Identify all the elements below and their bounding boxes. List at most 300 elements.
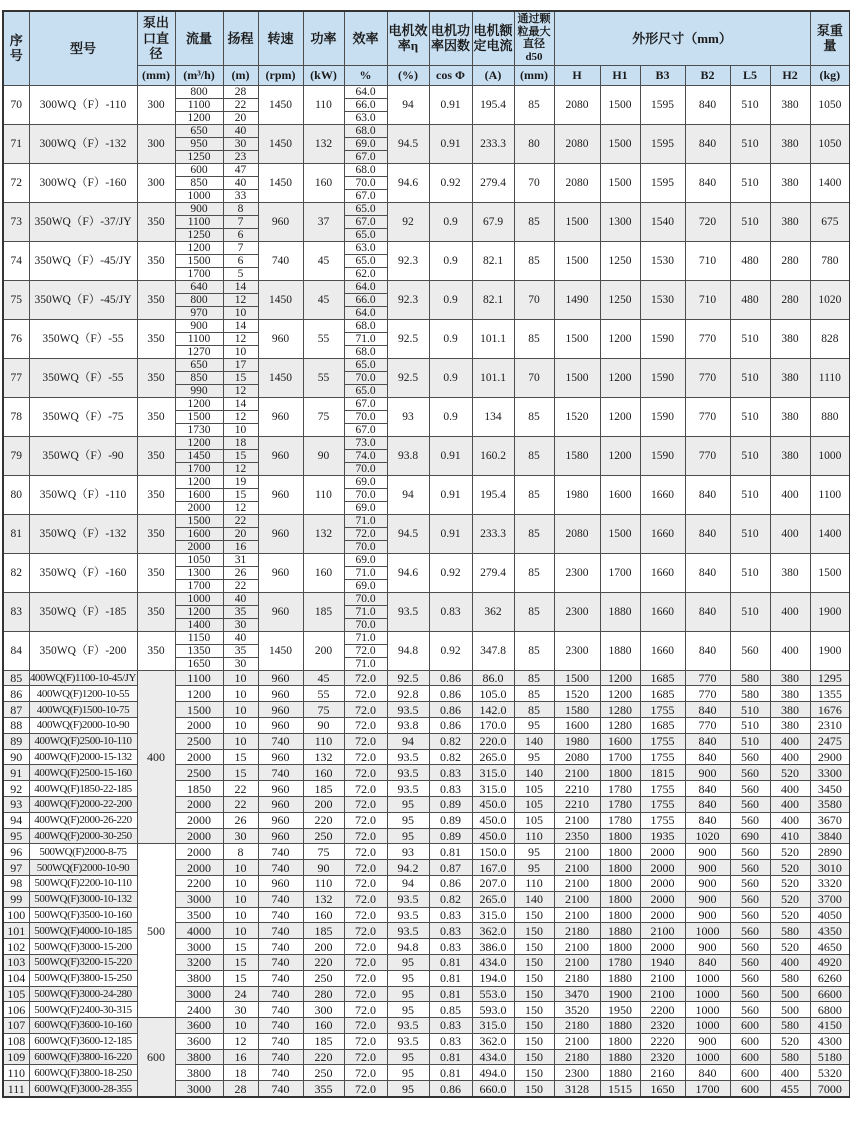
cell-flow: 2000 <box>175 812 223 828</box>
cell-dim-l5: 580 <box>730 670 770 686</box>
cell-flow: 1200 <box>175 605 223 618</box>
table-row <box>3 1002 850 1018</box>
cell-dim-l5: 510 <box>730 319 770 358</box>
cell-power: 75 <box>303 844 344 860</box>
cell-flow: 3800 <box>175 970 223 986</box>
cell-dim-h: 3128 <box>554 1081 600 1097</box>
cell-serial: 96 <box>3 844 29 860</box>
table-row <box>3 124 850 137</box>
cell-dim-h2: 380 <box>770 163 810 202</box>
cell-flow: 1730 <box>175 423 223 436</box>
cell-efficiency: 72.0 <box>344 860 387 876</box>
cell-flow: 3500 <box>175 907 223 923</box>
cell-power-factor: 0.9 <box>429 280 472 319</box>
cell-head: 10 <box>223 923 258 939</box>
cell-dim-h1: 1880 <box>600 970 640 986</box>
cell-dim-b2: 710 <box>685 280 730 319</box>
cell-dim-b2: 1700 <box>685 1081 730 1097</box>
cell-weight: 4920 <box>810 954 850 970</box>
cell-model: 400WQ(F)2000-30-250 <box>29 828 137 844</box>
cell-head: 15 <box>223 749 258 765</box>
cell-dim-h2: 520 <box>770 1033 810 1049</box>
cell-power-factor: 0.92 <box>429 631 472 670</box>
header-power: 功率 <box>303 11 344 65</box>
cell-rated-current: 160.2 <box>472 436 514 475</box>
cell-dim-h1: 1800 <box>600 891 640 907</box>
cell-diameter: 350 <box>137 553 175 592</box>
cell-dim-l5: 560 <box>730 631 770 670</box>
cell-dim-h: 2300 <box>554 553 600 592</box>
cell-dim-b3: 1590 <box>640 436 685 475</box>
cell-dim-b3: 1755 <box>640 702 685 718</box>
cell-weight: 7000 <box>810 1081 850 1097</box>
cell-dim-l5: 560 <box>730 891 770 907</box>
cell-power-factor: 0.81 <box>429 954 472 970</box>
cell-particle-size: 70 <box>514 358 554 397</box>
cell-serial: 91 <box>3 765 29 781</box>
cell-power: 45 <box>303 241 344 280</box>
cell-power: 185 <box>303 1033 344 1049</box>
cell-dim-b3: 1590 <box>640 397 685 436</box>
cell-speed: 740 <box>258 1065 303 1081</box>
cell-particle-size: 150 <box>514 970 554 986</box>
cell-motor-efficiency: 93 <box>387 397 429 436</box>
cell-serial: 74 <box>3 241 29 280</box>
cell-dim-l5: 560 <box>730 907 770 923</box>
cell-dim-l5: 510 <box>730 733 770 749</box>
cell-serial: 106 <box>3 1002 29 1018</box>
cell-weight: 828 <box>810 319 850 358</box>
cell-motor-efficiency: 94 <box>387 733 429 749</box>
cell-flow: 2000 <box>175 749 223 765</box>
cell-dim-h: 1500 <box>554 241 600 280</box>
cell-head: 10 <box>223 717 258 733</box>
cell-dim-b3: 2000 <box>640 844 685 860</box>
cell-head: 30 <box>223 1002 258 1018</box>
header-flow: 流量 <box>175 11 223 65</box>
cell-head: 10 <box>223 423 258 436</box>
cell-flow: 1850 <box>175 781 223 797</box>
cell-power: 185 <box>303 923 344 939</box>
table-row <box>3 986 850 1002</box>
cell-serial: 81 <box>3 514 29 553</box>
cell-serial: 108 <box>3 1033 29 1049</box>
cell-dim-b3: 1530 <box>640 241 685 280</box>
cell-model: 350WQ（F）-45/JY <box>29 280 137 319</box>
cell-flow: 1500 <box>175 254 223 267</box>
cell-efficiency: 65.0 <box>344 254 387 267</box>
cell-power: 90 <box>303 436 344 475</box>
cell-serial: 86 <box>3 686 29 702</box>
cell-efficiency: 70.0 <box>344 540 387 553</box>
cell-flow: 2000 <box>175 860 223 876</box>
cell-power-factor: 0.83 <box>429 939 472 955</box>
cell-dim-l5: 510 <box>730 202 770 241</box>
cell-model: 600WQ(F)3600-12-185 <box>29 1033 137 1049</box>
cell-particle-size: 150 <box>514 1081 554 1097</box>
cell-dim-b3: 1815 <box>640 765 685 781</box>
cell-weight: 6260 <box>810 970 850 986</box>
cell-flow: 1250 <box>175 228 223 241</box>
cell-efficiency: 72.0 <box>344 781 387 797</box>
cell-rated-current: 82.1 <box>472 241 514 280</box>
cell-weight: 880 <box>810 397 850 436</box>
cell-serial: 107 <box>3 1018 29 1034</box>
cell-head: 33 <box>223 189 258 202</box>
cell-particle-size: 85 <box>514 702 554 718</box>
cell-efficiency: 71.0 <box>344 514 387 527</box>
cell-weight: 4350 <box>810 923 850 939</box>
cell-dim-h2: 520 <box>770 844 810 860</box>
cell-dim-b2: 840 <box>685 514 730 553</box>
cell-flow: 1700 <box>175 462 223 475</box>
cell-power-factor: 0.83 <box>429 907 472 923</box>
cell-weight: 6600 <box>810 986 850 1002</box>
cell-rated-current: 167.0 <box>472 860 514 876</box>
cell-head: 12 <box>223 293 258 306</box>
cell-weight: 1295 <box>810 670 850 686</box>
cell-power: 185 <box>303 781 344 797</box>
table-body <box>3 85 850 1097</box>
table-row <box>3 686 850 702</box>
cell-flow: 2200 <box>175 875 223 891</box>
cell-speed: 960 <box>258 812 303 828</box>
cell-motor-efficiency: 93.5 <box>387 765 429 781</box>
cell-flow: 650 <box>175 124 223 137</box>
cell-motor-efficiency: 95 <box>387 1002 429 1018</box>
cell-speed: 960 <box>258 796 303 812</box>
cell-rated-current: 194.0 <box>472 970 514 986</box>
cell-flow: 1200 <box>175 111 223 124</box>
cell-efficiency: 68.0 <box>344 345 387 358</box>
cell-serial: 88 <box>3 717 29 733</box>
cell-power: 280 <box>303 986 344 1002</box>
cell-flow: 1450 <box>175 449 223 462</box>
cell-dim-h1: 1780 <box>600 796 640 812</box>
cell-particle-size: 150 <box>514 939 554 955</box>
cell-dim-h1: 1500 <box>600 124 640 163</box>
cell-head: 10 <box>223 702 258 718</box>
cell-dim-h1: 1700 <box>600 749 640 765</box>
cell-motor-efficiency: 92.3 <box>387 280 429 319</box>
cell-flow: 3000 <box>175 1081 223 1097</box>
cell-head: 14 <box>223 397 258 410</box>
table-row <box>3 828 850 844</box>
cell-motor-efficiency: 94.2 <box>387 860 429 876</box>
cell-power-factor: 0.83 <box>429 1033 472 1049</box>
cell-power: 75 <box>303 702 344 718</box>
cell-dim-b2: 1000 <box>685 970 730 986</box>
cell-model: 400WQ(F)1850-22-185 <box>29 781 137 797</box>
cell-rated-current: 233.3 <box>472 514 514 553</box>
cell-serial: 99 <box>3 891 29 907</box>
cell-power: 200 <box>303 631 344 670</box>
cell-dim-b2: 710 <box>685 241 730 280</box>
cell-motor-efficiency: 94.5 <box>387 514 429 553</box>
cell-dim-b3: 2320 <box>640 1018 685 1034</box>
cell-dim-h: 2080 <box>554 124 600 163</box>
cell-weight: 3300 <box>810 765 850 781</box>
cell-weight: 1500 <box>810 553 850 592</box>
cell-efficiency: 72.0 <box>344 954 387 970</box>
cell-speed: 740 <box>258 860 303 876</box>
table-row <box>3 280 850 293</box>
cell-efficiency: 74.0 <box>344 449 387 462</box>
cell-dim-h1: 1780 <box>600 781 640 797</box>
cell-weight: 1900 <box>810 592 850 631</box>
cell-dim-h1: 1700 <box>600 553 640 592</box>
cell-rated-current: 362.0 <box>472 1033 514 1049</box>
cell-particle-size: 85 <box>514 553 554 592</box>
cell-dim-h: 1600 <box>554 717 600 733</box>
table-row <box>3 319 850 332</box>
cell-model: 500WQ(F)3200-15-220 <box>29 954 137 970</box>
cell-power: 185 <box>303 592 344 631</box>
cell-power-factor: 0.83 <box>429 781 472 797</box>
cell-power: 355 <box>303 1081 344 1097</box>
cell-efficiency: 70.0 <box>344 592 387 605</box>
cell-efficiency: 65.0 <box>344 358 387 371</box>
cell-power-factor: 0.81 <box>429 844 472 860</box>
cell-power-factor: 0.89 <box>429 828 472 844</box>
cell-dim-h1: 1600 <box>600 733 640 749</box>
cell-dim-h1: 1200 <box>600 358 640 397</box>
cell-power: 220 <box>303 1049 344 1065</box>
cell-head: 31 <box>223 553 258 566</box>
cell-efficiency: 69.0 <box>344 553 387 566</box>
cell-efficiency: 71.0 <box>344 631 387 644</box>
cell-dim-h: 2100 <box>554 844 600 860</box>
cell-dim-b2: 720 <box>685 202 730 241</box>
cell-power-factor: 0.86 <box>429 702 472 718</box>
cell-serial: 79 <box>3 436 29 475</box>
cell-power-factor: 0.9 <box>429 202 472 241</box>
cell-efficiency: 67.0 <box>344 189 387 202</box>
cell-efficiency: 71.0 <box>344 605 387 618</box>
cell-power: 75 <box>303 397 344 436</box>
cell-dim-b3: 1755 <box>640 733 685 749</box>
cell-efficiency: 72.0 <box>344 796 387 812</box>
header-particle-size: 通过颗粒最大直径d50 <box>514 11 554 65</box>
cell-dim-b2: 900 <box>685 907 730 923</box>
cell-dim-h: 1580 <box>554 702 600 718</box>
cell-efficiency: 70.0 <box>344 410 387 423</box>
cell-dim-h1: 1250 <box>600 241 640 280</box>
cell-motor-efficiency: 95 <box>387 1049 429 1065</box>
cell-flow: 1250 <box>175 150 223 163</box>
cell-dim-b2: 1000 <box>685 923 730 939</box>
cell-dim-l5: 510 <box>730 85 770 124</box>
cell-weight: 3700 <box>810 891 850 907</box>
cell-head: 26 <box>223 566 258 579</box>
cell-motor-efficiency: 92 <box>387 202 429 241</box>
cell-speed: 1450 <box>258 358 303 397</box>
cell-particle-size: 150 <box>514 1049 554 1065</box>
cell-flow: 1700 <box>175 579 223 592</box>
cell-rated-current: 386.0 <box>472 939 514 955</box>
cell-model: 500WQ(F)4000-10-185 <box>29 923 137 939</box>
cell-head: 10 <box>223 670 258 686</box>
header-outlet-diameter: 泵出口直径 <box>137 11 175 65</box>
cell-head: 28 <box>223 1081 258 1097</box>
cell-efficiency: 72.0 <box>344 702 387 718</box>
cell-model: 500WQ(F)2200-10-110 <box>29 875 137 891</box>
cell-rated-current: 150.0 <box>472 844 514 860</box>
cell-dim-l5: 510 <box>730 436 770 475</box>
cell-dim-h: 2080 <box>554 749 600 765</box>
cell-dim-l5: 510 <box>730 358 770 397</box>
cell-dim-b3: 1595 <box>640 85 685 124</box>
header-efficiency: 效率 <box>344 11 387 65</box>
cell-dim-b2: 1000 <box>685 1002 730 1018</box>
cell-dim-h2: 400 <box>770 954 810 970</box>
cell-efficiency: 71.0 <box>344 566 387 579</box>
cell-weight: 3450 <box>810 781 850 797</box>
cell-head: 10 <box>223 891 258 907</box>
table-row <box>3 163 850 176</box>
cell-head: 22 <box>223 796 258 812</box>
cell-particle-size: 150 <box>514 1033 554 1049</box>
cell-efficiency: 72.0 <box>344 749 387 765</box>
cell-diameter: 350 <box>137 280 175 319</box>
cell-particle-size: 150 <box>514 907 554 923</box>
cell-dim-b3: 2000 <box>640 860 685 876</box>
cell-serial: 102 <box>3 939 29 955</box>
cell-dim-h1: 1800 <box>600 939 640 955</box>
cell-dim-h: 2100 <box>554 891 600 907</box>
cell-dim-h: 1500 <box>554 670 600 686</box>
cell-serial: 85 <box>3 670 29 686</box>
unit-b3: B3 <box>640 65 685 85</box>
cell-power: 250 <box>303 828 344 844</box>
cell-power-factor: 0.89 <box>429 812 472 828</box>
cell-rated-current: 233.3 <box>472 124 514 163</box>
cell-serial: 101 <box>3 923 29 939</box>
cell-serial: 82 <box>3 553 29 592</box>
cell-efficiency: 62.0 <box>344 267 387 280</box>
cell-dim-h2: 380 <box>770 702 810 718</box>
cell-head: 5 <box>223 267 258 280</box>
cell-dim-b2: 770 <box>685 319 730 358</box>
cell-power-factor: 0.86 <box>429 717 472 733</box>
table-row <box>3 670 850 686</box>
cell-flow: 1350 <box>175 644 223 657</box>
cell-head: 30 <box>223 828 258 844</box>
cell-model: 350WQ（F）-110 <box>29 475 137 514</box>
cell-serial: 87 <box>3 702 29 718</box>
cell-dim-h: 1500 <box>554 358 600 397</box>
cell-dim-h2: 520 <box>770 875 810 891</box>
cell-motor-efficiency: 93.5 <box>387 592 429 631</box>
cell-dim-h1: 1800 <box>600 875 640 891</box>
cell-dim-b3: 1590 <box>640 358 685 397</box>
cell-motor-efficiency: 93.5 <box>387 1018 429 1034</box>
cell-dim-b3: 1595 <box>640 163 685 202</box>
cell-efficiency: 72.0 <box>344 717 387 733</box>
cell-model: 300WQ（F）-160 <box>29 163 137 202</box>
table-row <box>3 844 850 860</box>
cell-head: 10 <box>223 306 258 319</box>
cell-weight: 2475 <box>810 733 850 749</box>
header-power-factor: 电机功率因数 <box>429 11 472 65</box>
cell-dim-l5: 510 <box>730 702 770 718</box>
cell-dim-h2: 400 <box>770 796 810 812</box>
cell-weight: 5180 <box>810 1049 850 1065</box>
cell-dim-h: 2350 <box>554 828 600 844</box>
cell-efficiency: 72.0 <box>344 1081 387 1097</box>
cell-weight: 4150 <box>810 1018 850 1034</box>
cell-head: 35 <box>223 644 258 657</box>
cell-flow: 1150 <box>175 631 223 644</box>
cell-particle-size: 140 <box>514 765 554 781</box>
cell-speed: 960 <box>258 319 303 358</box>
cell-weight: 1400 <box>810 514 850 553</box>
cell-dim-h1: 1800 <box>600 765 640 781</box>
cell-dim-h1: 1800 <box>600 828 640 844</box>
cell-dim-l5: 600 <box>730 1049 770 1065</box>
cell-head: 20 <box>223 527 258 540</box>
cell-head: 40 <box>223 124 258 137</box>
cell-dim-h: 1580 <box>554 436 600 475</box>
cell-power-factor: 0.9 <box>429 397 472 436</box>
cell-rated-current: 101.1 <box>472 319 514 358</box>
table-row <box>3 781 850 797</box>
cell-speed: 1450 <box>258 280 303 319</box>
cell-serial: 92 <box>3 781 29 797</box>
cell-model: 350WQ（F）-55 <box>29 319 137 358</box>
cell-efficiency: 72.0 <box>344 812 387 828</box>
cell-flow: 1700 <box>175 267 223 280</box>
cell-power: 45 <box>303 280 344 319</box>
cell-dim-h: 1500 <box>554 319 600 358</box>
cell-motor-efficiency: 93.5 <box>387 891 429 907</box>
cell-head: 15 <box>223 765 258 781</box>
cell-power-factor: 0.91 <box>429 514 472 553</box>
cell-dim-h2: 410 <box>770 828 810 844</box>
cell-flow: 3800 <box>175 1065 223 1081</box>
cell-dim-b2: 770 <box>685 436 730 475</box>
cell-weight: 780 <box>810 241 850 280</box>
cell-model: 350WQ（F）-90 <box>29 436 137 475</box>
cell-rated-current: 82.1 <box>472 280 514 319</box>
table-row <box>3 796 850 812</box>
table-row <box>3 1081 850 1097</box>
unit-mm-particle: (mm) <box>514 65 554 85</box>
cell-power-factor: 0.86 <box>429 686 472 702</box>
unit-b2: B2 <box>685 65 730 85</box>
cell-motor-efficiency: 94 <box>387 85 429 124</box>
cell-dim-b2: 770 <box>685 686 730 702</box>
cell-rated-current: 434.0 <box>472 1049 514 1065</box>
cell-head: 40 <box>223 592 258 605</box>
cell-particle-size: 150 <box>514 1065 554 1081</box>
unit-h: H <box>554 65 600 85</box>
cell-flow: 3600 <box>175 1033 223 1049</box>
cell-dim-h1: 1880 <box>600 631 640 670</box>
cell-efficiency: 68.0 <box>344 124 387 137</box>
cell-dim-h2: 380 <box>770 686 810 702</box>
cell-head: 10 <box>223 875 258 891</box>
cell-motor-efficiency: 92.5 <box>387 319 429 358</box>
cell-rated-current: 315.0 <box>472 765 514 781</box>
cell-dim-l5: 560 <box>730 765 770 781</box>
cell-head: 24 <box>223 986 258 1002</box>
cell-dim-h1: 1880 <box>600 1049 640 1065</box>
cell-dim-b3: 1755 <box>640 781 685 797</box>
cell-motor-efficiency: 95 <box>387 986 429 1002</box>
cell-flow: 3000 <box>175 939 223 955</box>
cell-dim-b3: 2000 <box>640 907 685 923</box>
